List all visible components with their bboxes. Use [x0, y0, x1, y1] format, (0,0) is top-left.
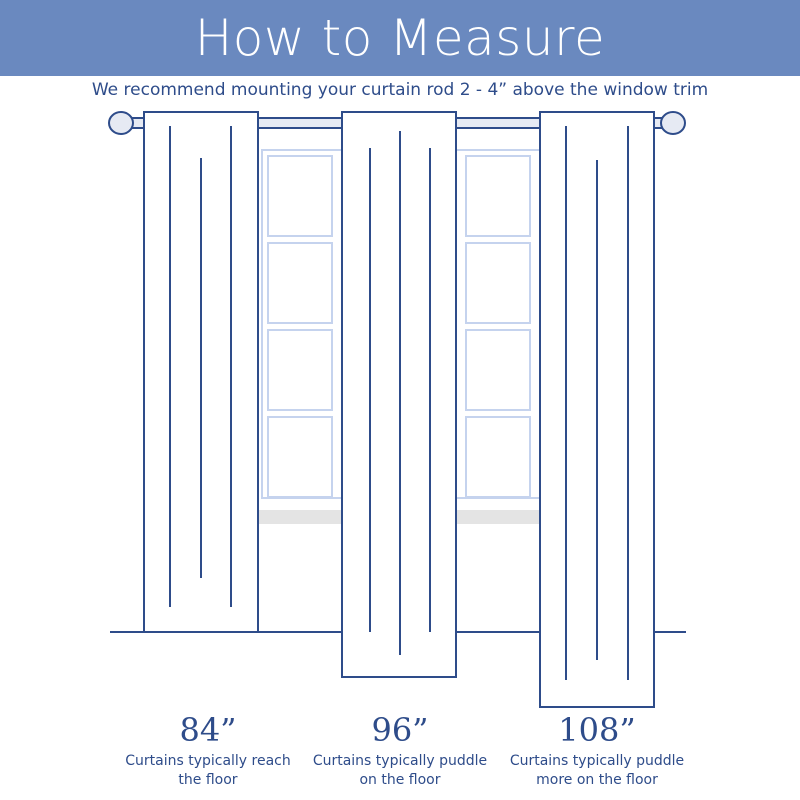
curtain-96 [342, 112, 456, 677]
window-panes-right [466, 156, 530, 497]
rod-finial-left [109, 112, 133, 134]
rod-finial-right [661, 112, 685, 134]
size-96-info [300, 710, 500, 790]
curtain-108 [540, 112, 654, 707]
page-title: How to Measure [194, 9, 606, 67]
size-108-info [497, 710, 697, 790]
size-96-desc-line2: on the floor [359, 772, 441, 788]
size-108-desc-line2: more on the floor [536, 772, 658, 788]
size-84-length: 84” [179, 711, 237, 749]
window-panes-left [268, 156, 332, 497]
size-84-info [108, 710, 308, 790]
size-108-length: 108” [558, 711, 636, 749]
size-84-desc-line2: the floor [178, 772, 238, 788]
size-84-desc-line1: Curtains typically reach [125, 753, 291, 769]
size-96-desc-line1: Curtains typically puddle [312, 753, 488, 769]
mounting-tip: We recommend mounting your curtain rod 2 - 4” above the window trim [91, 80, 709, 100]
curtain-84 [144, 112, 258, 632]
size-96-length: 96” [371, 711, 429, 749]
size-108-desc-line1: Curtains typically puddle [509, 753, 685, 769]
